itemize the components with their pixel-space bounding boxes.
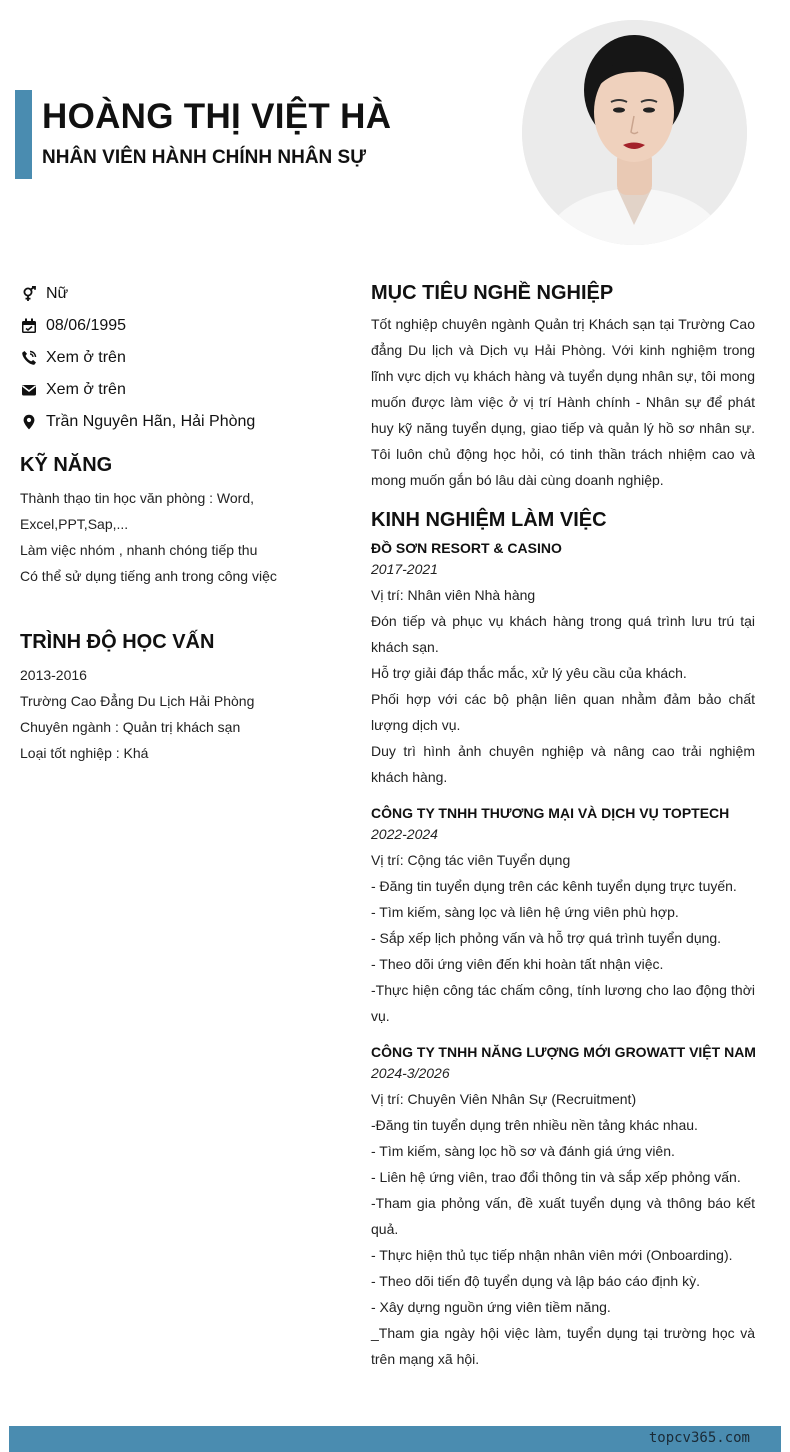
accent-bar bbox=[15, 90, 32, 179]
job-line: Đón tiếp và phục vụ khách hàng trong quá trình lưu trú tại khách sạn. bbox=[371, 613, 755, 655]
job-line: - Theo dõi ứng viên đến khi hoàn tất nhận việc. bbox=[371, 956, 664, 972]
contact-section bbox=[20, 278, 340, 438]
main-column bbox=[371, 282, 755, 1385]
phone-icon bbox=[20, 350, 37, 367]
objective-title: MỤC TIÊU NGHỀ NGHIỆP bbox=[371, 282, 614, 304]
job-line: - Tìm kiếm, sàng lọc và liên hệ ứng viên phù hợp. bbox=[371, 904, 679, 920]
job-line: Hỗ trợ giải đáp thắc mắc, xử lý yêu cầu của khách. bbox=[371, 665, 687, 681]
job-line: - Tìm kiếm, sàng lọc hồ sơ và đánh giá ứng viên. bbox=[371, 1143, 675, 1159]
job-line: -Đăng tin tuyển dụng trên nhiều nền tảng khác nhau. bbox=[371, 1117, 698, 1133]
job-line: _Tham gia ngày hội việc làm, tuyển dụng tại trường học và trên mạng xã hội. bbox=[371, 1325, 755, 1367]
education-item: Chuyên ngành : Quản trị khách sạn bbox=[20, 719, 241, 735]
job-line: - Theo dõi tiến độ tuyển dụng và lập báo cáo định kỳ. bbox=[371, 1273, 700, 1289]
education-item: Loại tốt nghiệp : Khá bbox=[20, 745, 149, 761]
education-title: TRÌNH ĐỘ HỌC VẤN bbox=[20, 631, 215, 653]
job-line: -Thực hiện công tác chấm công, tính lương cho lao động thời vụ. bbox=[371, 982, 755, 1024]
gender-icon bbox=[20, 286, 37, 303]
job-line: Vị trí: Chuyên Viên Nhân Sự (Recruitment) bbox=[371, 1091, 637, 1107]
contact-address-value: Trần Nguyên Hãn, Hải Phòng bbox=[46, 413, 256, 430]
job-period: 2024-3/2026 bbox=[371, 1065, 450, 1081]
skill-item: Thành thạo tin học văn phòng : Word, bbox=[20, 490, 255, 506]
education-section bbox=[20, 631, 340, 766]
job-period: 2022-2024 bbox=[371, 826, 438, 842]
contact-phone-value: Xem ở trên bbox=[46, 349, 126, 366]
objective-text: Tốt nghiệp chuyên ngành Quản trị Khách sạn tại Trường Cao đẳng Du lịch và Dịch vụ Hải Phòng. Với kinh nghiệm trong lĩnh vực dịch vụ khách hàng và tuyển dụng nhân sự, tôi mong muốn được làm việc ở vị trí Hành chính - Nhân sự để phát huy kỹ năng tuyển dụng, giao tiếp và quản lý hồ sơ nhân sự. Tôi luôn chủ động học hỏi, có tinh thần trách nhiệm cao và mong muốn gắn bó lâu dài cùng doanh nghiệp. bbox=[371, 316, 755, 488]
profile-photo-illustration bbox=[522, 20, 747, 245]
job-period: 2017-2021 bbox=[371, 561, 438, 577]
contact-gender bbox=[20, 278, 340, 310]
calendar-icon bbox=[20, 318, 37, 335]
education-item: Trường Cao Đẳng Du Lịch Hải Phòng bbox=[20, 693, 255, 709]
contact-phone[interactable] bbox=[20, 342, 340, 374]
skills-title: KỸ NĂNG bbox=[20, 454, 113, 476]
job-entry bbox=[371, 803, 755, 1029]
footer-watermark[interactable]: topcv365.com bbox=[648, 1430, 750, 1446]
job-company: CÔNG TY TNHH THƯƠNG MẠI VÀ DỊCH VỤ TOPTECH bbox=[371, 805, 730, 821]
job-line: Duy trì hình ảnh chuyên nghiệp và nâng cao trải nghiệm khách hàng. bbox=[371, 743, 755, 785]
cv-header bbox=[0, 0, 790, 260]
skills-section bbox=[20, 454, 340, 589]
job-line: - Xây dựng nguồn ứng viên tiềm năng. bbox=[371, 1299, 611, 1315]
job-line: - Liên hệ ứng viên, trao đổi thông tin và sắp xếp phỏng vấn. bbox=[371, 1169, 741, 1185]
job-line: -Tham gia phỏng vấn, đề xuất tuyển dụng và thông báo kết quả. bbox=[371, 1195, 755, 1237]
contact-gender-value: Nữ bbox=[46, 285, 69, 302]
skill-item: Làm việc nhóm , nhanh chóng tiếp thu bbox=[20, 542, 258, 558]
experience-title: KINH NGHIỆM LÀM VIỆC bbox=[371, 509, 607, 531]
profile-photo bbox=[522, 20, 747, 245]
job-line: Vị trí: Cộng tác viên Tuyển dụng bbox=[371, 852, 571, 868]
skill-item: Có thể sử dụng tiếng anh trong công việc bbox=[20, 568, 277, 584]
job-entry bbox=[371, 538, 755, 790]
job-line: Vị trí: Nhân viên Nhà hàng bbox=[371, 587, 536, 603]
candidate-name: HOÀNG THỊ VIỆT HÀ bbox=[42, 97, 392, 136]
contact-address bbox=[20, 406, 340, 438]
mail-icon bbox=[20, 382, 37, 399]
footer-bar bbox=[9, 1426, 781, 1452]
location-icon bbox=[20, 414, 37, 431]
job-line: - Sắp xếp lịch phỏng vấn và hỗ trợ quá trình tuyển dụng. bbox=[371, 930, 722, 946]
contact-birthday bbox=[20, 310, 340, 342]
contact-birthday-value: 08/06/1995 bbox=[46, 317, 127, 334]
candidate-job-title: NHÂN VIÊN HÀNH CHÍNH NHÂN SỰ bbox=[42, 147, 366, 168]
education-item: 2013-2016 bbox=[20, 667, 87, 683]
job-entry bbox=[371, 1042, 755, 1372]
skill-item: Excel,PPT,Sap,... bbox=[20, 516, 129, 532]
contact-email[interactable] bbox=[20, 374, 340, 406]
job-company: CÔNG TY TNHH NĂNG LƯỢNG MỚI GROWATT VIỆT NAM bbox=[371, 1044, 756, 1060]
job-line: Phối hợp với các bộ phận liên quan nhằm đảm bảo chất lượng dịch vụ. bbox=[371, 691, 755, 733]
job-line: - Đăng tin tuyển dụng trên các kênh tuyển dụng trực tuyến. bbox=[371, 878, 737, 894]
job-line: - Thực hiện thủ tục tiếp nhận nhân viên mới (Onboarding). bbox=[371, 1247, 733, 1263]
contact-email-value: Xem ở trên bbox=[46, 381, 126, 398]
job-company: ĐỒ SƠN RESORT & CASINO bbox=[371, 540, 562, 556]
